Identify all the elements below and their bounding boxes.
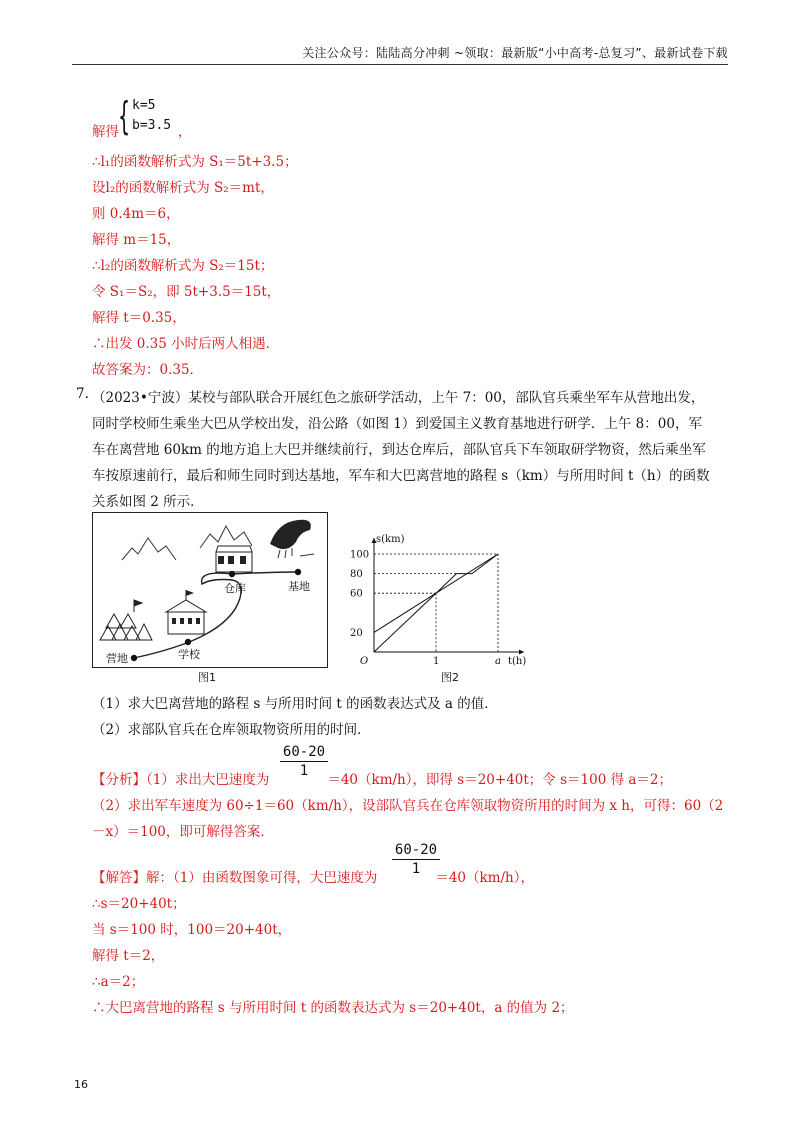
problem-text-line: （2023•宁波）某校与部队联合开展红色之旅研学活动，上午 7：00，部队官兵乘坐军车从营地出发， <box>92 390 705 406</box>
problem-text-line: 同时学校师生乘坐大巴从学校出发，沿公路（如图 1）到爱国主义教育基地进行研学．上午 8：00，军 <box>92 416 702 432</box>
solution-line: 故答案为：0.35． <box>92 362 204 378</box>
problem-number: 7. <box>76 386 89 402</box>
fraction-bar <box>280 761 328 762</box>
problem-text-line: 车在离营地 60km 的地方追上大巴并继续前行，到达仓库后，部队官兵下车领取研学物资，然后乘坐军 <box>92 442 706 458</box>
solution-text: 解：（1）由函数图象可得，大巴速度为 <box>146 870 378 886</box>
question-2: （2）求部队官兵在仓库领取物资所用的时间． <box>92 722 371 738</box>
fraction-denominator: 1 <box>411 861 421 877</box>
solution-line: ∴l₂的函数解析式为 S₂＝15t； <box>92 258 274 274</box>
system-eq1: k=5 <box>132 98 156 113</box>
label-camp: 营地 <box>106 652 128 665</box>
analysis-line-3: －x）＝100，即可解得答案． <box>92 824 274 840</box>
figure1-caption: 图1 <box>198 671 216 684</box>
solution-line: 解得 t＝2， <box>92 948 165 964</box>
solution-line-1 <box>92 866 534 886</box>
fraction-denominator: 1 <box>299 763 309 779</box>
fraction-bar <box>392 859 440 860</box>
solution-line: ∴l₁的函数解析式为 S₁＝5t+3.5； <box>92 154 298 170</box>
system-prefix: 解得 <box>92 124 119 140</box>
solution-tag: 【解答】 <box>92 870 146 886</box>
analysis-tag: 【分析】 <box>92 772 146 788</box>
equation-system <box>92 96 252 142</box>
school-point <box>185 639 191 645</box>
analysis-text: （1）求出大巴速度为 <box>146 772 270 788</box>
solution-line: ∴s＝20+40t； <box>92 896 186 912</box>
header-divider <box>72 64 728 65</box>
solution-line: 解得 t＝0.35， <box>92 310 186 326</box>
analysis-line-2: （2）求出军车速度为 60÷1＝60（km/h），设部队官兵在仓库领取物资所用的时间为 x h，可得：60（2 <box>92 798 724 814</box>
question-1: （1）求大巴离营地的路程 s 与所用时间 t 的函数表达式及 a 的值． <box>92 696 498 712</box>
label-base: 基地 <box>288 580 310 593</box>
solution-line: 设l₂的函数解析式为 S₂＝mt， <box>92 180 274 196</box>
x-axis-label: t(h) <box>508 656 527 667</box>
figure2-chart <box>334 530 527 672</box>
system-suffix: ， <box>178 124 192 140</box>
left-brace: { <box>118 94 131 138</box>
system-eq2: b=3.5 <box>132 118 172 133</box>
page-header: 关注公众号：陆陆高分冲刺 ~领取：最新版“小中高考-总复习”、最新试卷下载 <box>302 46 728 60</box>
y-tick-label: 100 <box>350 549 370 561</box>
solution-line: 当 s＝100 时，100＝20+40t， <box>92 922 292 938</box>
label-school: 学校 <box>178 648 200 661</box>
problem-text-line: 车按原速前行，最后和师生同时到达基地，军车和大巴离营地的路程 s（km）与所用时间 t（h）的函数 <box>92 468 710 484</box>
problem-text-line: 关系如图 2 所示． <box>92 494 204 510</box>
y-axis-label: s(km) <box>376 534 405 545</box>
y-tick-label: 80 <box>350 569 363 581</box>
camp-point <box>131 655 137 661</box>
analysis-text: ＝40（km/h），即得 s＝20+40t；令 s＝100 得 a＝2； <box>327 772 673 788</box>
solution-line: 则 0.4m＝6， <box>92 206 180 222</box>
solution-line: 令 S₁＝S₂，即 5t+3.5＝15t， <box>92 284 281 300</box>
y-tick-label: 60 <box>350 588 363 600</box>
base-point <box>295 569 301 575</box>
figure2-caption: 图2 <box>441 671 459 684</box>
label-warehouse: 仓库 <box>224 582 246 595</box>
solution-line: 解得 m＝15， <box>92 232 181 248</box>
solution-line: ∴大巴离营地的路程 s 与所用时间 t 的函数表达式为 s＝20+40t，a 的值为 2； <box>92 1000 574 1016</box>
x-axis-arrow <box>519 650 524 655</box>
fraction-numerator: 60-20 <box>394 842 438 858</box>
origin-label: O <box>360 656 369 667</box>
y-tick-label: 20 <box>350 627 363 639</box>
figure1-route-map <box>92 512 328 676</box>
solution-line: ∴出发 0.35 小时后两人相遇． <box>92 336 280 352</box>
page-number: 16 <box>74 1078 88 1091</box>
x-tick-label: 1 <box>433 656 440 667</box>
solution-line: ∴a＝2； <box>92 974 145 990</box>
x-tick-label: a <box>495 656 501 667</box>
warehouse-point <box>229 571 235 577</box>
solution-text: ＝40（km/h）， <box>435 870 534 886</box>
fraction-numerator: 60-20 <box>282 744 326 760</box>
analysis-line-1 <box>92 768 672 788</box>
